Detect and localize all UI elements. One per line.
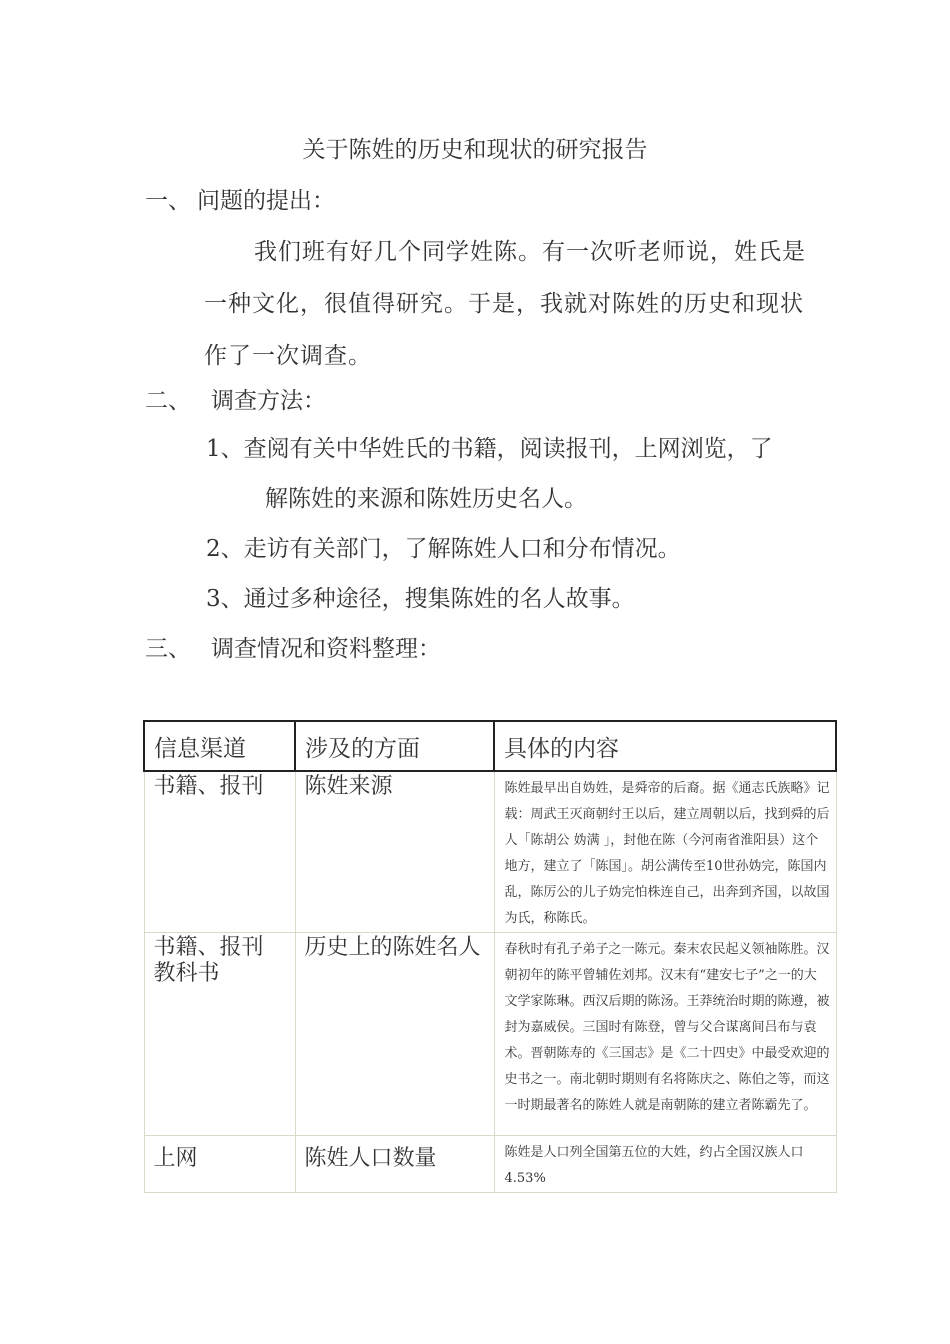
channel-cell — [144, 771, 295, 933]
document-title: 关于陈姓的历史和现状的研究报告 — [302, 137, 648, 163]
info-table — [143, 720, 837, 1193]
method-item-1: 1、查阅有关中华姓氏的书籍，阅读报刊，上网浏览，了 — [206, 436, 773, 462]
channel-cell — [144, 1136, 295, 1193]
header-content: 具体的内容 — [494, 721, 836, 771]
section-heading-1 — [145, 184, 335, 218]
channel-text: 书籍、报刊 — [153, 935, 264, 960]
section-heading-text: 调查情况和资料整理： — [211, 636, 441, 662]
method-item-2: 2、走访有关部门，了解陈姓人口和分布情况。 — [206, 536, 681, 562]
channel-text: 教科书 — [153, 961, 220, 986]
table-row — [144, 1136, 836, 1193]
section-number: 三、 — [145, 636, 191, 662]
table-row — [144, 771, 836, 933]
section-heading-2 — [145, 384, 326, 418]
table-row — [144, 933, 836, 1136]
header-aspect: 涉及的方面 — [295, 721, 494, 771]
content-cell: 陈姓是人口列全国第五位的大姓，约占全国汉族人口4.53% — [494, 1136, 836, 1193]
method-item-1-continued: 解陈姓的来源和陈姓历史名人。 — [265, 486, 587, 512]
section-heading-3 — [145, 632, 441, 666]
aspect-cell: 陈姓人口数量 — [295, 1136, 494, 1193]
method-item-3: 3、通过多种途径，搜集陈姓的名人故事。 — [206, 586, 635, 612]
aspect-cell: 历史上的陈姓名人 — [295, 933, 494, 1136]
content-cell: 陈姓最早出自妫姓，是舜帝的后裔。据《通志氏族略》记载：周武王灭商朝纣王以后，建立周朝以后，找到舜的后人「陈胡公 妫满 」，封他在陈（今河南省淮阳县）这个地方，建立了「陈国」。胡公满传至10世孙妫完，陈国内乱，陈厉公的儿子妫完怕株连自己，出奔到齐国，以故国为氏，称陈氏。 — [494, 771, 836, 933]
intro-paragraph: 我们班有好几个同学姓陈。有一次听老师说，姓氏是一种文化，很值得研究。于是，我就对陈姓的历史和现状作了一次调查。 — [204, 239, 806, 369]
table-header-row — [144, 721, 836, 771]
section-heading-text: 问题的提出： — [197, 188, 335, 214]
content-cell: 春秋时有孔子弟子之一陈元。秦末农民起义领袖陈胜。汉朝初年的陈平曾辅佐刘邦。汉末有“建安七子”之一的大文学家陈琳。西汉后期的陈汤。王莽统治时期的陈遵，被封为嘉威侯。三国时有陈登，曾与父合谋离间吕布与袁术。晋朝陈寿的《三国志》是《二十四史》中最受欢迎的史书之一。南北朝时期则有名将陈庆之、陈伯之等，而这一时期最著名的陈姓人就是南朝陈的建立者陈霸先了。 — [494, 933, 836, 1136]
aspect-cell: 陈姓来源 — [295, 771, 494, 933]
channel-cell — [144, 933, 295, 1136]
channel-text: 书籍、报刊 — [153, 774, 264, 799]
section-heading-text: 调查方法： — [211, 388, 326, 414]
header-channel: 信息渠道 — [144, 721, 295, 771]
section-number: 一、 — [145, 188, 191, 214]
channel-text: 上网 — [153, 1146, 198, 1171]
section-number: 二、 — [145, 388, 191, 414]
